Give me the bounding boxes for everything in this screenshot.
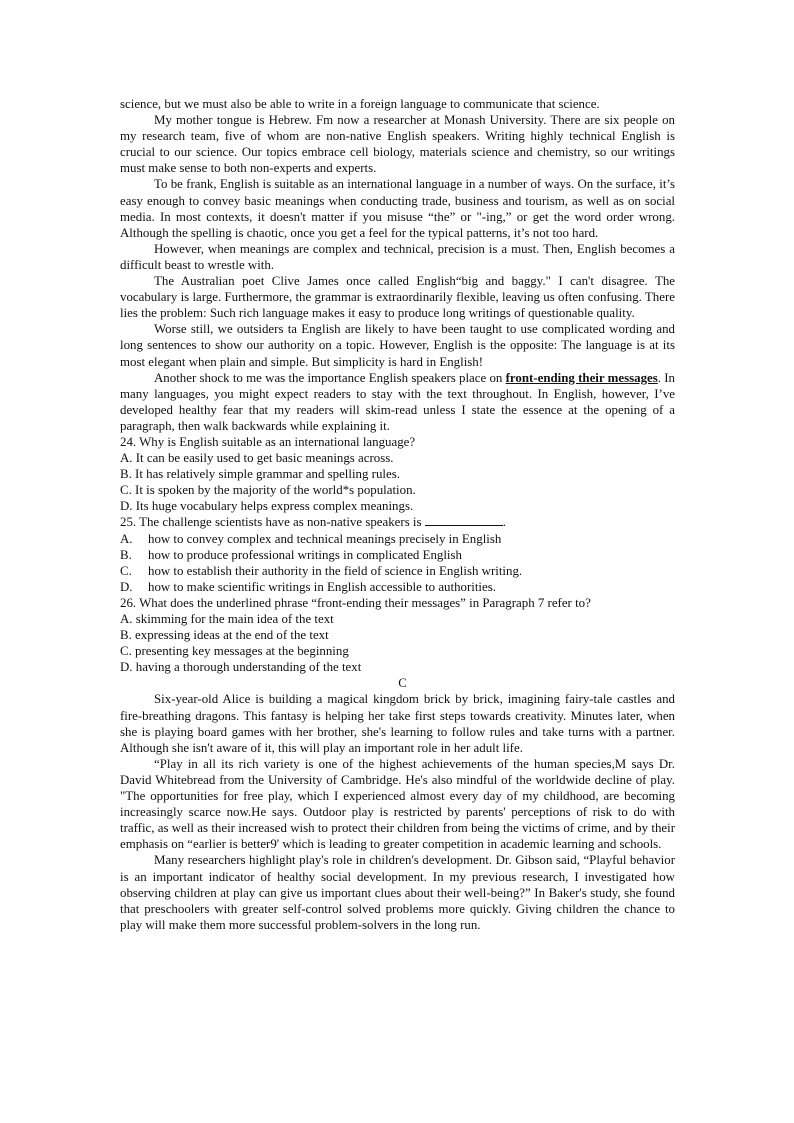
option-text: how to produce professional writings in complicated English bbox=[148, 547, 462, 562]
option-b: B. expressing ideas at the end of the text bbox=[120, 628, 329, 643]
question-26 bbox=[120, 595, 675, 675]
option-c: C. presenting key messages at the beginning bbox=[120, 644, 349, 659]
option-label: A. bbox=[120, 531, 133, 546]
paragraph: The Australian poet Clive James once called English“big and baggy." I can't disagree. The vocabulary is large. Furthermore, the grammar is extraordinarily flexible, leaving us often confusing. There lies the problem: Such rich language makes it easy to produce long writings of questionable quality. bbox=[120, 274, 675, 321]
question-stem bbox=[120, 514, 675, 530]
option-a: A. It can be easily used to get basic meanings across. bbox=[120, 451, 394, 466]
option-b bbox=[120, 547, 675, 563]
question-stem-end: . bbox=[502, 515, 506, 530]
underlined-phrase: front-ending their messages bbox=[505, 370, 658, 385]
option-a bbox=[120, 531, 675, 547]
option-text: how to establish their authority in the field of science in English writing. bbox=[148, 563, 523, 578]
option-d: D. having a thorough understanding of the text bbox=[120, 660, 362, 675]
option-label: D. bbox=[120, 579, 133, 594]
paragraph: Many researchers highlight play's role in children's development. Dr. Gibson said, “Playful behavior is an important indicator of healthy social development. In my previous research, I investigated how observing children at play can give us important clues about their well-being?” In Baker's study, she found that preschoolers with greater self-control solved problems more quickly. Giving children the chance to play will make them more successful problem-solvers in the long run. bbox=[120, 853, 675, 932]
answer-blank bbox=[425, 514, 503, 526]
question-24 bbox=[120, 434, 675, 514]
option-text: how to make scientific writings in English accessible to authorities. bbox=[148, 579, 496, 594]
option-c: C. It is spoken by the majority of the world*s population. bbox=[120, 483, 416, 498]
paragraph: However, when meanings are complex and technical, precision is a must. Then, English becomes a difficult beast to wrestle with. bbox=[120, 241, 675, 272]
option-c bbox=[120, 563, 675, 579]
option-d: D. Its huge vocabulary helps express complex meanings. bbox=[120, 499, 414, 514]
question-stem: 26. What does the underlined phrase “front-ending their messages” in Paragraph 7 refer to? bbox=[120, 595, 591, 610]
paragraph bbox=[120, 370, 675, 434]
paragraph: “Play in all its rich variety is one of the highest achievements of the human species,M says Dr. David Whitebread from the University of Cambridge. He's also mindful of the worldwide decline of play. "The opportunities for free play, which I experienced almost every day of my childhood, are becoming increasingly scarce now.He says. Outdoor play is restricted by parents' perceptions of risk to do with traffic, as well as their increased wish to protect their children from being the victims of crime, and by their emphasis on “earlier is better9' which is leading to greater competition in academic learning and schools. bbox=[120, 756, 675, 852]
option-b: B. It has relatively simple grammar and spelling rules. bbox=[120, 467, 400, 482]
paragraph: To be frank, English is suitable as an international language in a number of ways. On the surface, it’s easy enough to convey basic meanings when conducting trade, business and tourism, as well as on social media. In most contexts, it doesn't matter if you misuse “the” or "-ing,” or get the word order wrong. Although the spelling is chaotic, once you get a feel for the typical patterns, it’s not too hard. bbox=[120, 177, 675, 240]
paragraph-text: Another shock to me was the importance English speakers place on bbox=[154, 370, 506, 385]
option-label: B. bbox=[120, 547, 132, 562]
section-heading: C bbox=[398, 676, 407, 691]
option-text: how to convey complex and technical meanings precisely in English bbox=[148, 531, 502, 546]
option-a: A. skimming for the main idea of the text bbox=[120, 612, 334, 626]
paragraph: science, but we must also be able to write in a foreign language to communicate that science. bbox=[120, 97, 600, 111]
paragraph-text: . In many languages, you might expect readers to stay with the text throughout. In English, however, I’ve developed healthy fear that my readers will skim-read unless I state the essence at the opening of a paragraph, then walk backwards while explaining it. bbox=[120, 370, 675, 433]
option-d bbox=[120, 579, 675, 595]
question-stem-text: 25. The challenge scientists have as non-native speakers is bbox=[120, 515, 422, 530]
paragraph: Six-year-old Alice is building a magical kingdom brick by brick, imagining fairy-tale castles and fire-breathing dragons. This fantasy is helping her take first steps towards creativity. Minutes later, when she is playing board games with her brother, she's learning to follow rules and take turns with a partner. Although she isn't aware of it, this will play an important role in her adult life. bbox=[120, 692, 675, 755]
question-25 bbox=[120, 514, 675, 594]
question-stem: 24. Why is English suitable as an international language? bbox=[120, 434, 416, 449]
option-label: C. bbox=[120, 563, 132, 578]
paragraph: My mother tongue is Hebrew. Fm now a researcher at Monash University. There are six people on my research team, five of whom are non-native English speakers. Writing highly technical English is crucial to our science. Our topics embrace cell biology, materials science and chemistry, so our writings must make sense to both non-experts and experts. bbox=[120, 113, 675, 176]
document-body bbox=[120, 96, 675, 933]
paragraph: Worse still, we outsiders ta English are likely to have been taught to use complicated wording and long sentences to show our authority on a topic. However, English is the opposite: The language is at its most elegant when plain and simple. But simplicity is hard in English! bbox=[120, 322, 675, 369]
